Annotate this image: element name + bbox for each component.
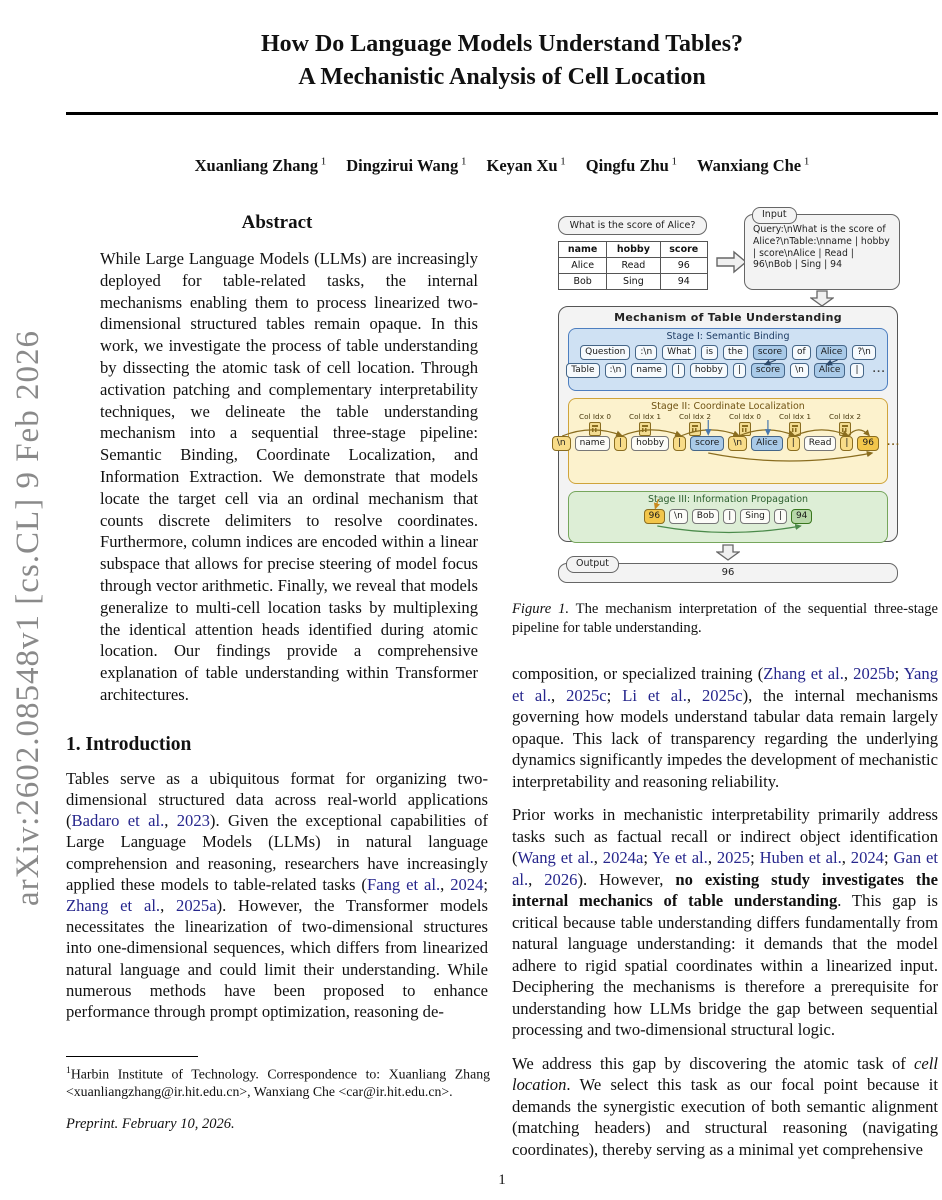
- citation-link[interactable]: Badaro et al.: [71, 811, 165, 831]
- table-header-cell: score: [660, 242, 707, 258]
- table-cell: Sing: [607, 274, 660, 290]
- text-run: Figure 1.: [512, 601, 570, 617]
- text-run: ;: [643, 848, 653, 867]
- token: hobby: [631, 436, 669, 451]
- token: |: [850, 363, 863, 378]
- author: Dingzirui Wang $^1$: [346, 155, 467, 175]
- token: score: [753, 345, 787, 360]
- calculator-icon: [689, 422, 701, 436]
- token: |: [672, 363, 685, 378]
- token: \n: [728, 436, 747, 451]
- input-text: Query:\nWhat is the score of Alice?\nTable:\nname | hobby | score\nAlice | Read | 96\nBob | Sing | 94: [753, 224, 890, 271]
- table-header-cell: hobby: [607, 242, 660, 258]
- footnote-block: [66, 1056, 490, 1133]
- text-run: Prior works in mechanistic interpretability primarily address tasks such as factual recall or indirect object identification (: [512, 805, 938, 867]
- text-run: composition, or specialized training (: [512, 664, 764, 683]
- col-idx-group: [579, 413, 611, 436]
- text-run: ). Given the exceptional capabilities of Large Language Models (LLMs) in natural language comprehension and reasoning, researchers have increasingly applied these models to table-related tasks (: [66, 811, 488, 894]
- author-list: [66, 155, 938, 176]
- col-idx-group: [629, 413, 661, 436]
- stage1-title: Stage I: Semantic Binding: [666, 331, 790, 342]
- citation-link[interactable]: Li et al.: [622, 685, 687, 705]
- intro-paragraph: [66, 768, 488, 1022]
- figure-caption: [512, 600, 938, 638]
- col-idx-group: [779, 413, 811, 436]
- text-run: cell location: [512, 1053, 938, 1094]
- token: hobby: [690, 363, 728, 378]
- table-cell: Bob: [559, 274, 607, 290]
- text-run: ,: [164, 811, 177, 831]
- text-run: ,: [707, 848, 717, 867]
- col-idx-label: Col Idx 1: [629, 412, 661, 421]
- right-column: [512, 209, 939, 1160]
- citation-link[interactable]: 2025c: [566, 685, 607, 705]
- text-run: . This gap is critical because table understanding differs fundamentally from natural language understanding: it demands that the model adhere to rigid spatial coordinates within a linearized input. Deciphering the mechanisms is therefore a prerequisite for understanding how LLMs bridge the gap between sequential processing and two-dimensional structural logic.: [512, 891, 938, 1039]
- citation-link[interactable]: Zhang et al.: [763, 664, 844, 683]
- col-idx-group: [679, 413, 711, 436]
- token: What: [662, 345, 696, 360]
- token: \n: [669, 509, 688, 524]
- citation-link[interactable]: 2023: [176, 811, 210, 831]
- text-run: ,: [551, 685, 567, 705]
- text-run: ,: [160, 895, 177, 915]
- preprint-note: Preprint. February 10, 2026.: [66, 1115, 235, 1132]
- token: |: [723, 509, 736, 524]
- stage3-information-propagation: [568, 491, 888, 543]
- token: Table: [566, 363, 599, 378]
- mechanism-box: [556, 306, 901, 542]
- right-paragraph-2: [512, 804, 938, 1041]
- token: |: [840, 436, 853, 451]
- citation-link[interactable]: Fang et al.: [366, 874, 441, 894]
- down-arrow-icon: [716, 544, 740, 561]
- token: ?\n: [852, 345, 876, 360]
- text-run: ;: [750, 848, 760, 867]
- token: :\n: [605, 363, 627, 378]
- stage1-semantic-binding: [568, 328, 888, 391]
- title-rule: [66, 112, 938, 115]
- token: \n: [790, 363, 809, 378]
- citation-link[interactable]: Gan et al.: [512, 848, 938, 889]
- right-paragraph-3: [512, 1053, 938, 1161]
- col-idx-label: Col Idx 2: [679, 412, 711, 421]
- col-idx-group: [829, 413, 861, 436]
- calculator-icon: [789, 422, 801, 436]
- right-paragraph-1: [512, 663, 938, 792]
- citation-link[interactable]: Yang et al.: [512, 664, 938, 705]
- section-heading-introduction: 1. Introduction: [66, 733, 192, 755]
- col-idx-group: [729, 413, 761, 436]
- text-run: 1: [66, 1065, 71, 1076]
- text-run: ,: [528, 869, 545, 889]
- figure-1: [512, 209, 938, 584]
- down-arrow-icon: [810, 290, 834, 307]
- text-run: ,: [593, 848, 603, 867]
- stage2-title: Stage II: Coordinate Localization: [651, 401, 805, 412]
- token: Read: [804, 436, 837, 451]
- token: Sing: [740, 509, 770, 524]
- table-cell: Alice: [559, 258, 607, 274]
- text-run: The mechanism interpretation of the sequential three-stage pipeline for table understanding.: [512, 601, 938, 636]
- token: |: [673, 436, 686, 451]
- citation-link[interactable]: 2025c: [702, 685, 743, 705]
- citation-link[interactable]: Huben et al.: [759, 848, 842, 867]
- token: Question: [580, 345, 630, 360]
- output-value: 96: [721, 567, 735, 578]
- text-run: We address this gap by discovering the atomic task of: [512, 1053, 915, 1073]
- table-cell: Read: [607, 258, 660, 274]
- citation-link[interactable]: 2024: [450, 874, 484, 894]
- token: name: [575, 436, 611, 451]
- citation-link[interactable]: 2025a: [176, 895, 217, 915]
- text-run: ,: [686, 685, 702, 705]
- token: 96: [857, 436, 878, 451]
- token: Alice: [816, 345, 848, 360]
- text-run: ;: [483, 874, 488, 894]
- text-run: ). However,: [577, 869, 676, 889]
- calculator-icon: [639, 422, 651, 436]
- text-run: ), the internal mechanisms governing how models understand tabular data remain largely opaque. This lack of transparency regarding the underlying dynamics significantly impedes the development of mechanistic interpretability and reasoning reliability.: [512, 685, 938, 791]
- citation-link[interactable]: Ye et al.: [652, 848, 708, 867]
- citation-link[interactable]: Wang et al.: [517, 848, 594, 867]
- left-column: [66, 212, 488, 1022]
- text-run: ,: [841, 848, 851, 867]
- table-row: [559, 258, 708, 274]
- abstract-heading: Abstract: [241, 212, 313, 233]
- stage2-coordinate-localization: [556, 398, 901, 484]
- output-label: Output: [566, 556, 619, 573]
- text-run: ,: [440, 874, 451, 894]
- ellipsis: ...: [872, 365, 886, 375]
- token: the: [723, 345, 748, 360]
- arxiv-watermark: arXiv:2602.08548v1 [cs.CL] 9 Feb 2026: [10, 330, 46, 906]
- citation-link[interactable]: 2025: [716, 848, 751, 867]
- calculator-icon: [739, 422, 751, 436]
- column-index-labels: [569, 413, 887, 436]
- author: Xuanliang Zhang $^1$: [194, 155, 327, 175]
- output-box: [558, 558, 898, 583]
- citation-link[interactable]: 2024: [850, 848, 884, 867]
- token: 94: [791, 509, 812, 524]
- token: 96: [644, 509, 665, 524]
- citation-link[interactable]: 2024a: [602, 848, 644, 867]
- abstract-text: While Large Language Models (LLMs) are increasingly deployed for table-related tasks, the internal mechanisms enabling them to process linearized two-dimensional structured tables remain opaque. In this work, we investigate the process of table understanding by dissecting the atomic task of cell location. Through activation patching and complementary interpretability techniques, we delineate the table understanding mechanism into a sequential three-stage pipeline: Semantic Binding, Coordinate Localization, and Information Extraction. We demonstrate that models locate the target cell via an ordinal mechanism that counts discrete delimiters to resolve coordinates. Furthermore, column indices are encoded within a linear subspace that allows for precise steering of model focus through vector arithmetic. Finally, we reveal that models generalize to multi-cell location tasks by multiplexing the identical attention heads identified during atomic location. Our findings provide a comprehensive explanation of table understanding within Transformer architectures.: [100, 249, 478, 704]
- token: |: [787, 436, 800, 451]
- text-run: ,: [843, 664, 854, 683]
- title-line-1: How Do Language Models Understand Tables?: [260, 31, 744, 57]
- mechanism-title: Mechanism of Table Understanding: [614, 311, 842, 324]
- citation-link[interactable]: 2026: [544, 869, 578, 889]
- footnote-rule: [66, 1056, 198, 1057]
- token: Alice: [814, 363, 846, 378]
- title-line-2: A Mechanistic Analysis of Cell Location: [298, 64, 706, 90]
- text-run: ;: [606, 685, 623, 705]
- text-run: no existing study investigates the internal mechanics of table understanding: [512, 869, 939, 910]
- token: is: [701, 345, 718, 360]
- input-label: Input: [752, 207, 797, 224]
- stage3-title: Stage III: Information Propagation: [647, 494, 809, 505]
- token: |: [614, 436, 627, 451]
- table-cell: 94: [660, 274, 707, 290]
- footnote-text: [66, 1062, 490, 1101]
- calculator-icon: [839, 422, 851, 436]
- text-run: Harbin Institute of Technology. Correspondence to: Xuanliang Zhang <xuanliangzhang@ir.hit.edu.cn>, Wanxiang Che <car@ir.hit.edu.cn>.: [66, 1066, 490, 1100]
- token: |: [774, 509, 787, 524]
- token: |: [733, 363, 746, 378]
- citation-link[interactable]: Zhang et al.: [66, 895, 161, 915]
- text-run: ;: [883, 848, 894, 867]
- paper-title: [66, 28, 938, 94]
- author: Wanxiang Che $^1$: [697, 155, 810, 175]
- token: score: [690, 436, 724, 451]
- table-header-cell: name: [559, 242, 607, 258]
- calculator-icon: [589, 422, 601, 436]
- question-box: What is the score of Alice?: [558, 216, 707, 235]
- col-idx-label: Col Idx 0: [579, 412, 611, 421]
- text-run: . We select this task as our focal point because it demands the synergistic execution of both semantic alignment (matching headers) and structural reasoning (navigating coordinates), thereby serving as a minimal yet comprehensive: [512, 1075, 938, 1159]
- example-table: [558, 241, 708, 290]
- token: Bob: [692, 509, 719, 524]
- input-box: [744, 209, 900, 290]
- text-run: ). However, the Transformer models necessitates the linearization of two-dimensional structures into one-dimensional sequences, which differs from linearized natural language and could limit their understanding. While numerous methods have been proposed to enhance performance through prompt optimization, reasoning de-: [66, 895, 488, 1021]
- token: \n: [552, 436, 571, 451]
- author: Keyan Xu $^1$: [486, 155, 566, 175]
- text-run: Tables serve as a ubiquitous format for organizing two-dimensional structured data across real-world applications (: [66, 768, 488, 831]
- page-number: 1: [498, 1172, 506, 1188]
- col-idx-label: Col Idx 2: [829, 412, 861, 421]
- citation-link[interactable]: 2025b: [853, 664, 895, 683]
- text-run: ;: [894, 664, 904, 683]
- token: score: [751, 363, 785, 378]
- token: of: [792, 345, 811, 360]
- col-idx-label: Col Idx 1: [779, 412, 811, 421]
- token: :\n: [635, 345, 657, 360]
- token: Alice: [751, 436, 783, 451]
- table-row: [559, 274, 708, 290]
- table-cell: 96: [660, 258, 707, 274]
- col-idx-label: Col Idx 0: [729, 412, 761, 421]
- token: name: [631, 363, 667, 378]
- author: Qingfu Zhu $^1$: [585, 155, 678, 175]
- ellipsis: ...: [886, 438, 901, 448]
